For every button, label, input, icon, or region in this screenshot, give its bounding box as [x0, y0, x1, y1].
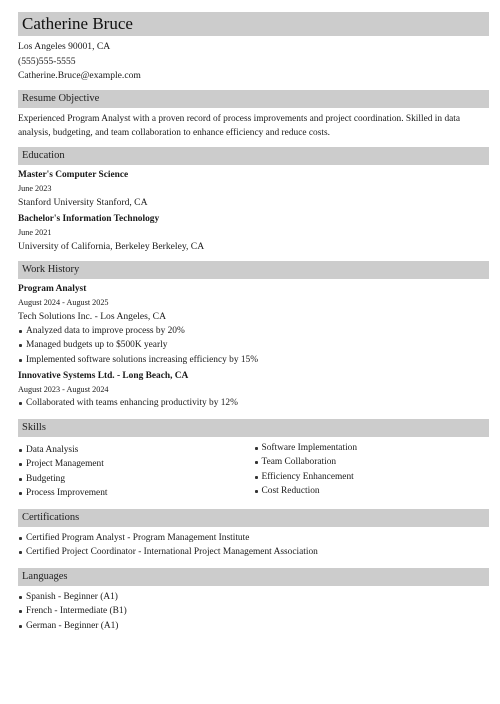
- skill-item: Process Improvement: [18, 486, 254, 501]
- skills-heading: Skills: [18, 419, 489, 437]
- skills-column-left: [18, 443, 254, 501]
- job-bullet: Analyzed data to improve process by 20%: [18, 324, 489, 339]
- work-heading: Work History: [18, 261, 489, 279]
- job-entry: [18, 370, 489, 411]
- contact-location: Los Angeles 90001, CA: [18, 41, 111, 52]
- name-header: [18, 12, 489, 36]
- job-dates: August 2024 - August 2025: [18, 297, 109, 307]
- job-bullet: Collaborated with teams enhancing productivity by 12%: [18, 396, 489, 411]
- school-name: Stanford University Stanford, CA: [18, 196, 148, 208]
- degree-title: Bachelor's Information Technology: [18, 213, 160, 224]
- job-entry: [18, 283, 489, 368]
- job-bullets: [18, 396, 489, 411]
- certification-item: Certified Project Coordinator - International Project Management Association: [18, 545, 489, 560]
- certification-item: Certified Program Analyst - Program Management Institute: [18, 531, 489, 546]
- skill-item: Efficiency Enhancement: [254, 470, 490, 485]
- objective-heading: Resume Objective: [18, 90, 489, 108]
- certifications-list: [18, 531, 489, 560]
- skill-item: Project Management: [18, 457, 254, 472]
- job-title: Program Analyst: [18, 283, 87, 294]
- degree-title: Master's Computer Science: [18, 169, 129, 180]
- job-bullet: Implemented software solutions increasing efficiency by 15%: [18, 353, 489, 368]
- skill-item: Budgeting: [18, 472, 254, 487]
- degree-date: June 2023: [18, 183, 52, 193]
- languages-list: [18, 590, 489, 634]
- contact-phone: (555)555-5555: [18, 55, 76, 67]
- certifications-heading: Certifications: [18, 509, 489, 527]
- language-item: French - Intermediate (B1): [18, 604, 489, 619]
- school-name: University of California, Berkeley Berkeley, CA: [18, 240, 205, 252]
- job-title: Innovative Systems Ltd. - Long Beach, CA: [18, 371, 189, 381]
- objective-text: Experienced Program Analyst with a proven record of process improvements and project coordination. Skilled in data analysis, budgeting, and team collaboration to enhance efficiency and reduce costs.: [18, 113, 461, 138]
- education-list: [18, 169, 489, 254]
- language-item: Spanish - Beginner (A1): [18, 590, 489, 605]
- skill-item: Cost Reduction: [254, 484, 490, 499]
- languages-heading: Languages: [18, 568, 489, 586]
- job-dates: August 2023 - August 2024: [18, 385, 109, 394]
- education-entry: [18, 169, 489, 210]
- skill-item: Software Implementation: [254, 441, 490, 456]
- skill-item: Data Analysis: [18, 443, 254, 458]
- job-company: Tech Solutions Inc. - Los Angeles, CA: [18, 310, 167, 322]
- work-list: [18, 283, 489, 411]
- skills-grid: [18, 441, 489, 501]
- skills-column-right: [254, 441, 490, 501]
- degree-date: June 2021: [18, 227, 52, 237]
- job-bullets: [18, 324, 489, 368]
- education-heading: Education: [18, 147, 489, 165]
- language-item: German - Beginner (A1): [18, 619, 489, 634]
- job-bullet: Managed budgets up to $500K yearly: [18, 338, 489, 353]
- contact-info: [18, 40, 489, 84]
- education-entry: [18, 213, 489, 254]
- contact-email: Catherine.Bruce@example.com: [18, 70, 141, 81]
- candidate-name: Catherine Bruce: [22, 14, 133, 33]
- resume-page: [18, 12, 489, 633]
- skill-item: Team Collaboration: [254, 455, 490, 470]
